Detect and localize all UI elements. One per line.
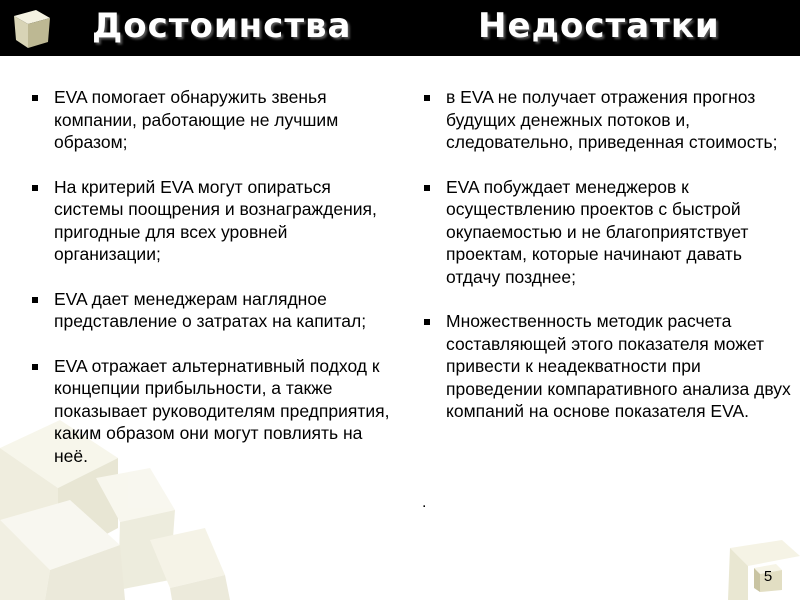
bullet-square-icon	[32, 364, 38, 370]
bullet-square-icon	[32, 185, 38, 191]
disadvantage-text: Множественность методик расчета составляющей этого показателя может привести к неадекватности при проведении компаративного анализа двух компаний на основе показателя EVA.	[446, 311, 791, 421]
bullet-square-icon	[424, 185, 430, 191]
bullet-square-icon	[424, 319, 430, 325]
advantage-item	[30, 86, 390, 154]
bullet-square-icon	[424, 95, 430, 101]
advantages-heading: Достоинства	[92, 6, 352, 46]
slide-header-bar	[0, 0, 800, 56]
advantages-list	[30, 86, 390, 489]
trailing-mark: .	[422, 494, 427, 511]
slide-page-number: 5	[763, 568, 773, 585]
advantage-text: На критерий EVA могут опираться системы поощрения и вознаграждения, пригодные для всех уровней организации;	[54, 176, 377, 264]
disadvantages-list	[422, 86, 792, 445]
disadvantage-text: EVA побуждает менеджеров к осуществлению проектов с быстрой окупаемостью и не благоприятствует проектам, которые начинают давать отдачу позднее;	[446, 176, 749, 287]
advantage-item	[30, 176, 390, 266]
disadvantage-text: в EVA не получает отражения прогноз будущих денежных потоков и, следовательно, приведенная стоимость;	[446, 87, 778, 152]
advantage-text: EVA отражает альтернативный подход к концепции прибыльности, а также показывает руководителям предприятия, каким образом они могут повлиять на неё.	[54, 355, 390, 466]
bullet-square-icon	[32, 297, 38, 303]
bullet-square-icon	[32, 95, 38, 101]
advantage-item	[30, 355, 390, 468]
advantage-text: EVA помогает обнаружить звенья компании, работающие не лучшим образом;	[54, 87, 339, 152]
disadvantage-item	[422, 86, 792, 154]
cube-icon	[10, 6, 54, 50]
advantage-item	[30, 288, 390, 333]
advantage-text: EVA дает менеджерам наглядное представление о затратах на капитал;	[54, 288, 367, 331]
disadvantages-heading: Недостатки	[478, 6, 720, 46]
disadvantage-item	[422, 176, 792, 289]
disadvantage-item	[422, 310, 792, 423]
